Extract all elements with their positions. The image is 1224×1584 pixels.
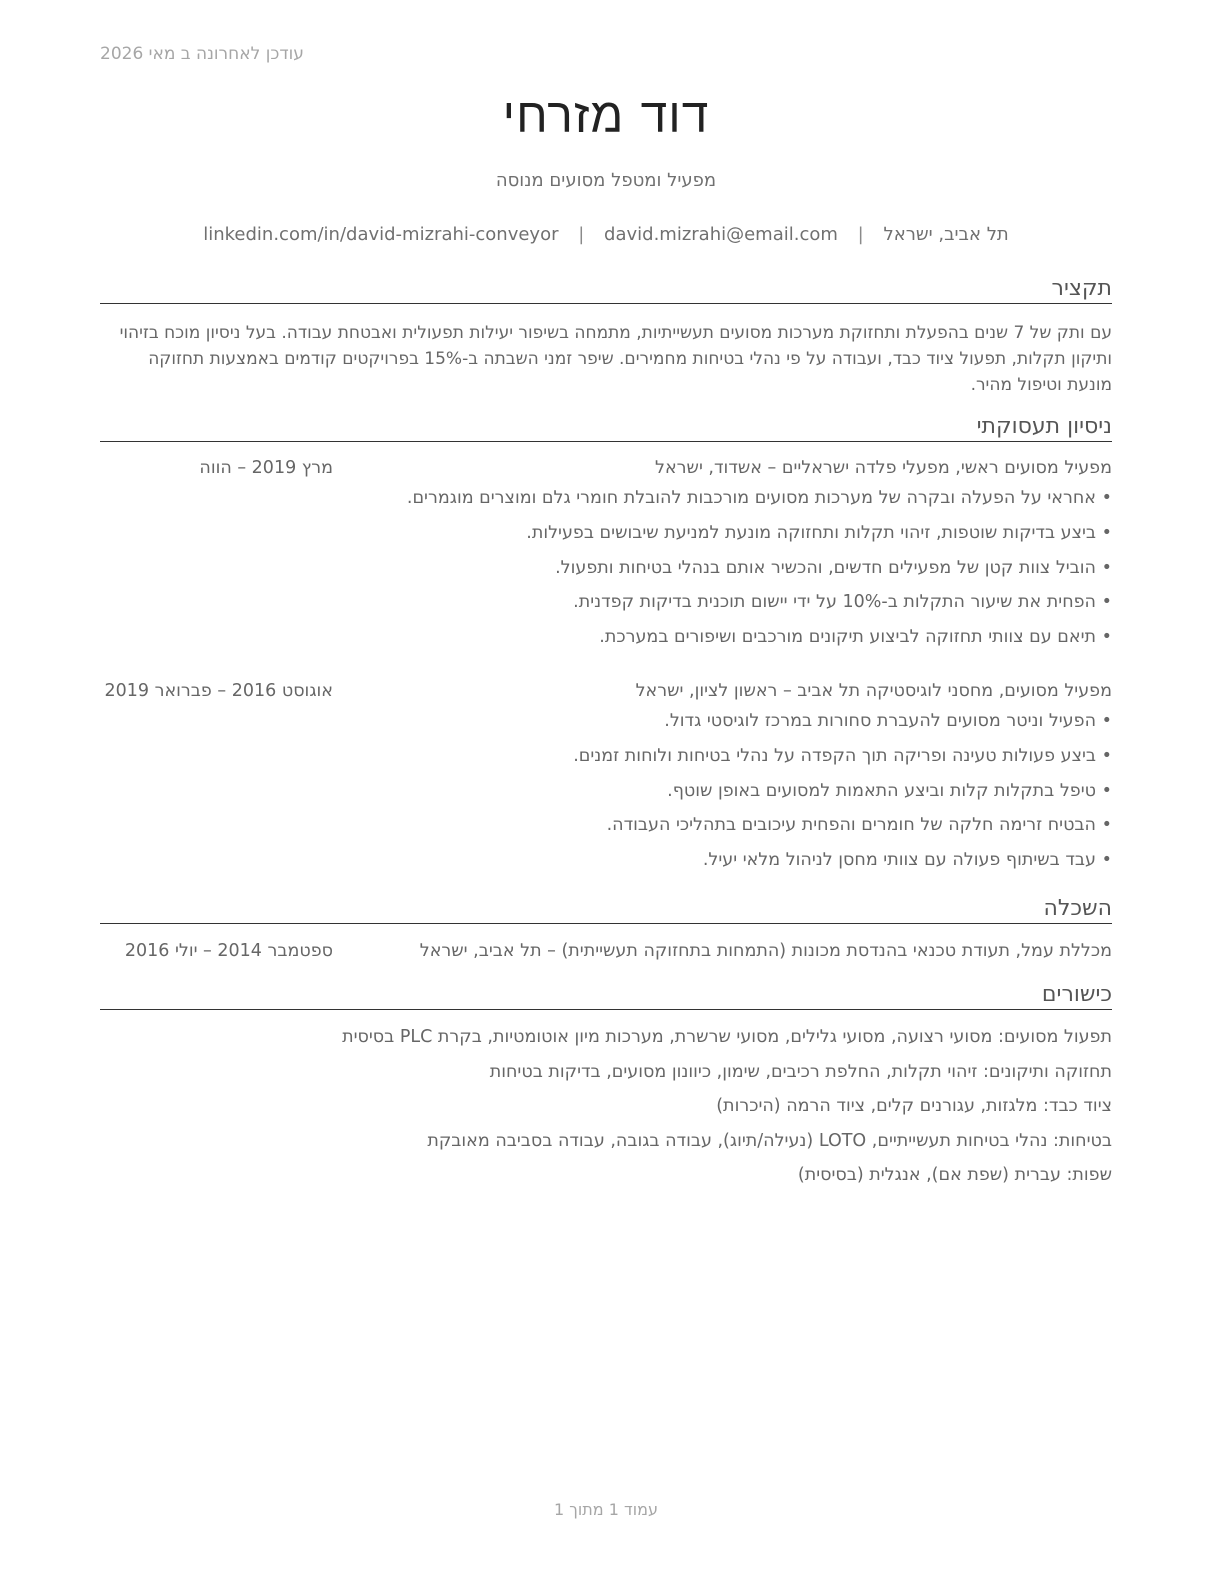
job-role: מפעיל מסועים ראשי, מפעלי פלדה ישראליים – אשדוד, ישראל <box>655 458 1112 478</box>
job-bullet <box>100 850 1112 885</box>
skill-item: ציוד כבד: מלגזות, עגורנים קלים, ציוד הרמה (היכרות) <box>716 1096 1112 1117</box>
contact-separator: | <box>578 224 585 245</box>
skill-item: תחזוקה ותיקונים: זיהוי תקלות, החלפת רכיבים, שימון, כיוונון מסועים, בדיקות בטיחות <box>489 1061 1112 1082</box>
education-heading: השכלה <box>100 896 1112 924</box>
job-bullet <box>100 488 1112 523</box>
education-dates: ספטמבר 2014 – יולי 2016 <box>124 941 333 961</box>
skill-item: בטיחות: נהלי בטיחות תעשייתיים, LOTO (נעילה/תיוג), עבודה בגובה, עבודה בסביבה מאובקת <box>427 1130 1112 1151</box>
bullet-text: הוביל צוות קטן של מפעילים חדשים, והכשיר אותם בנהלי בטיחות ותפעול. <box>555 557 1096 578</box>
summary-text: עם ותק של 7 שנים בהפעלת ותחזוקת מערכות מסועים תעשייתיות, מתמחה בשיפור יעילות תפעולית ואבטחת עבודה. בעל ניסיון מוכח בזיהוי ותיקון תקלות, תפעול ציוד כבד, ועבודה על פי נהלי בטיחות מחמירים. שיפר זמני השבתה ב-15% בפרויקטים קודמים באמצעות תחזוקה מונעת וטיפול מהיר. <box>119 323 1112 395</box>
contact-email[interactable]: david.mizrahi@email.com <box>604 224 838 245</box>
job-bullets <box>100 488 1112 662</box>
bullet-text: טיפל בתקלות קלות וביצע התאמות למסועים באופן שוטף. <box>667 780 1096 801</box>
bullet-text: עבד בשיתוף פעולה עם צוותי מחסן לניהול מלאי יעיל. <box>702 850 1096 871</box>
summary-heading: תקציר <box>100 276 1112 304</box>
bullet-icon: • <box>1101 522 1112 543</box>
job-bullets <box>100 711 1112 885</box>
job-role: מפעיל מסועים, מחסני לוגיסטיקה תל אביב – ראשון לציון, ישראל <box>635 681 1112 701</box>
job-bullet <box>100 711 1112 746</box>
bullet-icon: • <box>1101 557 1112 578</box>
job-bullet <box>100 746 1112 781</box>
bullet-text: ביצע פעולות טעינה ופריקה תוך הקפדה על נהלי בטיחות ולוחות זמנים. <box>573 745 1096 766</box>
experience-heading: ניסיון תעסוקתי <box>100 414 1112 442</box>
bullet-icon: • <box>1101 488 1112 508</box>
job-dates: אוגוסט 2016 – פברואר 2019 <box>104 681 333 701</box>
job-bullet <box>100 592 1112 627</box>
candidate-title: מפעיל ומטפל מסועים מנוסה <box>495 170 717 191</box>
bullet-text: הפעיל וניטר מסועים להעברת סחורות במרכז לוגיסטי גדול. <box>664 711 1096 731</box>
bullet-icon: • <box>1101 627 1112 648</box>
job-bullet <box>100 627 1112 662</box>
education-institution: מכללת עמל, תעודת טכנאי בהנדסת מכונות (התמחות בתחזוקה תעשייתית) – תל אביב, ישראל <box>419 941 1112 961</box>
contact-linkedin[interactable]: linkedin.com/in/david-mizrahi-conveyor <box>203 224 559 245</box>
candidate-name: דוד מזרחי <box>502 88 710 144</box>
skill-item: שפות: עברית (שפת אם), אנגלית (בסיסית) <box>797 1165 1112 1186</box>
last-updated: עודכן לאחרונה ב מאי 2026 <box>100 44 304 64</box>
job-bullet <box>100 523 1112 558</box>
skills-heading: כישורים <box>100 982 1112 1010</box>
education-entry <box>100 941 1112 967</box>
skill-item: תפעול מסועים: מסועי רצועה, מסועי גלילים, מסועי שרשרת, מערכות מיון אוטומטיות, בקרת PLC בסיסית <box>342 1027 1112 1047</box>
bullet-icon: • <box>1101 780 1112 801</box>
bullet-icon: • <box>1101 815 1112 836</box>
bullet-text: הפחית את שיעור התקלות ב-10% על ידי יישום תוכנית בדיקות קפדנית. <box>573 592 1096 613</box>
bullet-text: הבטיח זרימה חלקה של חומרים והפחית עיכובים בתהליכי העבודה. <box>606 815 1096 836</box>
contact-location: תל אביב, ישראל <box>883 224 1009 245</box>
bullet-text: תיאם עם צוותי תחזוקה לביצוע תיקונים מורכבים ושיפורים במערכת. <box>599 627 1096 648</box>
page-number: עמוד 1 מתוך 1 <box>554 1500 658 1519</box>
skills-list <box>100 1027 1112 1200</box>
bullet-icon: • <box>1101 711 1112 731</box>
contact-separator: | <box>857 224 864 245</box>
resume-page <box>100 0 1112 1584</box>
bullet-icon: • <box>1101 592 1112 613</box>
job-header <box>100 681 1112 707</box>
bullet-text: אחראי על הפעלה ובקרה של מערכות מסועים מורכבות להובלת חומרי גלם ומוצרים מוגמרים. <box>406 488 1096 508</box>
bullet-icon: • <box>1101 850 1112 871</box>
job-bullet <box>100 815 1112 850</box>
job-dates: מרץ 2019 – הווה <box>199 458 333 478</box>
job-bullet <box>100 781 1112 816</box>
job-bullet <box>100 558 1112 593</box>
contact-line <box>100 224 1112 245</box>
bullet-icon: • <box>1101 745 1112 766</box>
bullet-text: ביצע בדיקות שוטפות, זיהוי תקלות ותחזוקה מונעת למניעת שיבושים בפעילות. <box>526 522 1096 543</box>
job-header <box>100 458 1112 484</box>
